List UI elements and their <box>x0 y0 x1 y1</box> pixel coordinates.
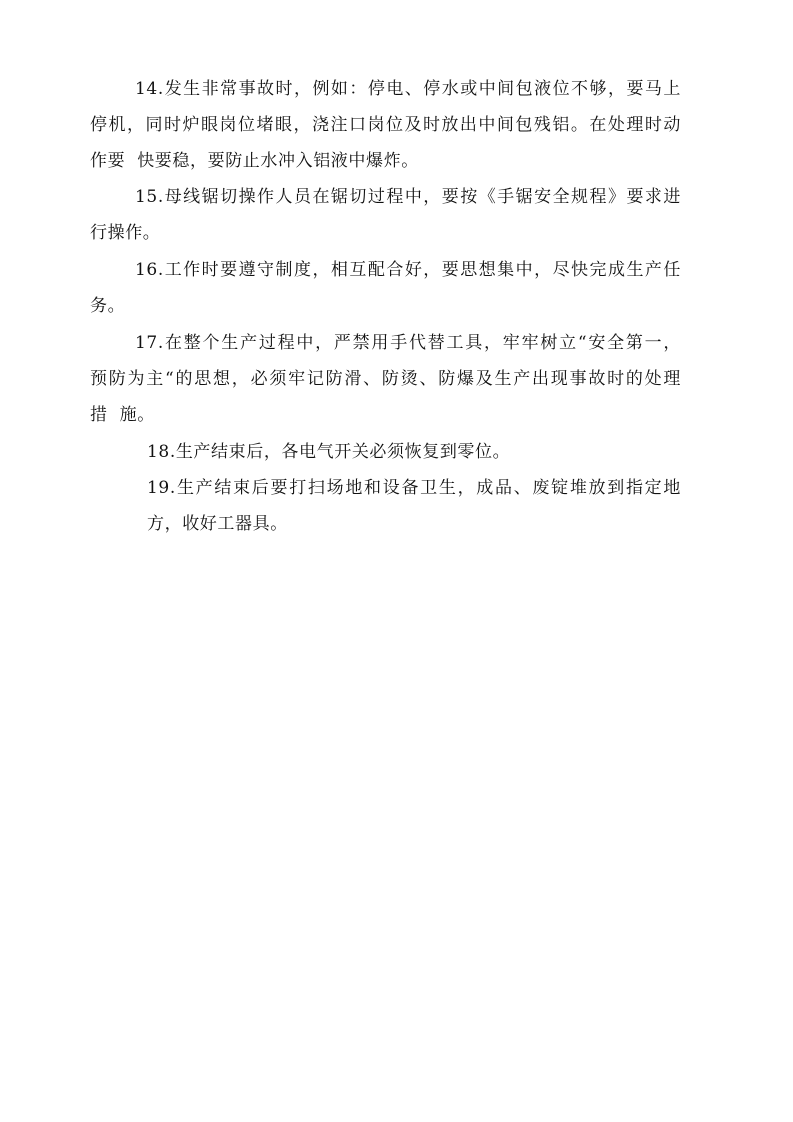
item-19-line-1: 19.生产结束后要打扫场地和设备卫生，成品、废锭堆放到指定地 <box>147 478 681 498</box>
item-14-line-2: 停机，同时炉眼岗位堵眼，浇注口岗位及时放出中间包残铝。在处理时动 <box>90 115 681 135</box>
item-14-line-1: 14.发生非常事故时，例如：停电、停水或中间包液位不够，要马上 <box>135 79 681 99</box>
item-18-line-1: 18.生产结束后，各电气开关必须恢复到零位。 <box>147 442 511 462</box>
item-16-line-2: 务。 <box>90 296 126 316</box>
item-14-line-3: 作要 快要稳，要防止水冲入铝液中爆炸。 <box>90 151 419 171</box>
item-17-line-1: 17.在整个生产过程中，严禁用手代替工具，牢牢树立“安全第一， <box>135 333 681 353</box>
item-17-line-3: 措 施。 <box>90 405 155 425</box>
item-17-line-2: 预防为主“的思想，必须牢记防滑、防烫、防爆及生产出现事故时的处理 <box>90 369 681 389</box>
item-16-line-1: 16.工作时要遵守制度，相互配合好，要思想集中，尽快完成生产任 <box>135 260 681 280</box>
item-15-line-2: 行操作。 <box>90 223 161 243</box>
item-19-line-2: 方，收好工器具。 <box>147 514 288 534</box>
item-15-line-1: 15.母线锯切操作人员在锯切过程中，要按《手锯安全规程》要求进 <box>135 187 681 207</box>
